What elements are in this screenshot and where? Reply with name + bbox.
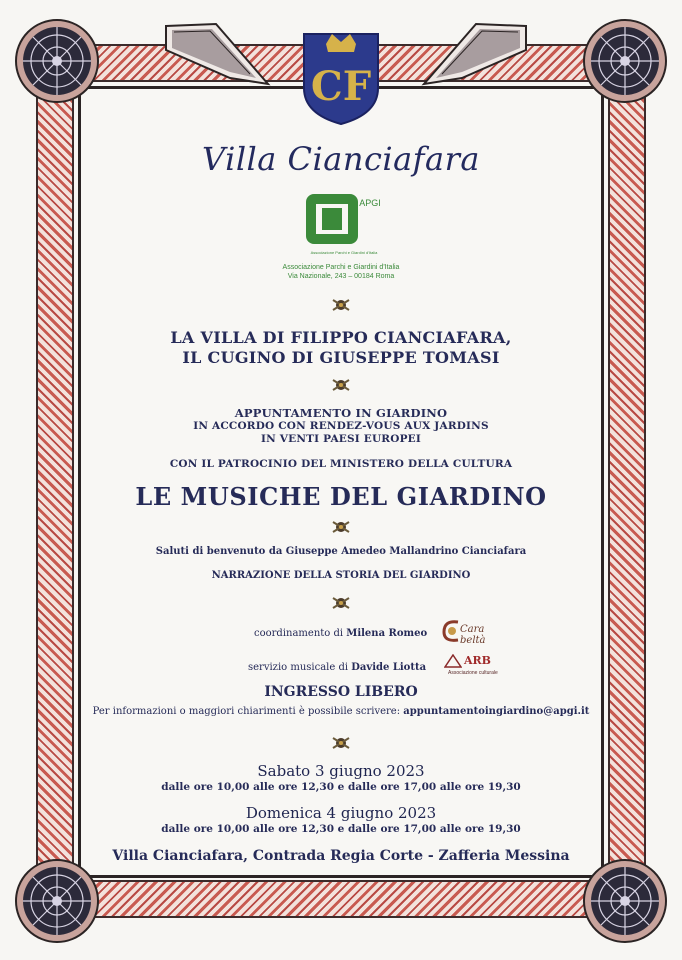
corner-medallion-icon [14, 18, 100, 104]
corner-medallion-icon [14, 858, 100, 944]
date-2-day: Domenica 4 giugno 2023 [245, 804, 437, 822]
date-2-hours: dalle ore 10,00 alle ore 12,30 e dalle ore 17,00 alle ore 19,30 [161, 823, 521, 835]
apgi-address: Via Nazionale, 243 – 00184 Roma [287, 273, 395, 280]
music-line [248, 662, 426, 673]
music-name: Davide Liotta [351, 662, 427, 673]
flower-ornament-icon [330, 592, 352, 614]
svg-text:APGI: APGI [359, 198, 381, 208]
coordination-prefix: coordinamento di [254, 628, 347, 639]
contact-email[interactable]: appuntamentoingiardino@apgi.it [403, 706, 590, 717]
svg-text:Associazione Parchi e Giardini: Associazione Parchi e Giardini d'Italia [310, 250, 378, 255]
date-1-hours: dalle ore 10,00 alle ore 12,30 e dalle ore 17,00 alle ore 19,30 [161, 781, 521, 793]
coordination-name: Milena Romeo [346, 628, 428, 639]
patronage: CON IL PATROCINIO DEL MINISTERO DELLA CULTURA [169, 458, 513, 470]
welcome-line: Saluti di benvenuto da Giuseppe Amedeo Mallandrino Cianciafara [155, 546, 527, 557]
main-title: LE MUSICHE DEL GIARDINO [135, 482, 547, 511]
cara-belta-emblem-icon [440, 618, 462, 644]
border-right [608, 80, 646, 880]
arb-logo [444, 652, 500, 680]
svg-text:CF: CF [310, 63, 372, 110]
coordination-line [254, 628, 427, 639]
corner-medallion-icon [582, 18, 668, 104]
date-1-day: Sabato 3 giugno 2023 [257, 762, 425, 780]
flower-ornament-icon [330, 732, 352, 754]
entry-free: INGRESSO LIBERO [264, 684, 418, 700]
location: Villa Cianciafara, Contrada Regia Corte - Zafferia Messina [112, 848, 570, 864]
flower-ornament-icon [330, 516, 352, 538]
headline-line-1: LA VILLA DI FILIPPO CIANCIAFARA, [170, 328, 512, 347]
pennant-ornament-icon [160, 22, 272, 102]
venue-title: Villa Cianciafara [202, 140, 480, 178]
border-left [36, 80, 74, 880]
cara-belta-label: Cara beltà [460, 624, 486, 646]
flower-ornament-icon [330, 294, 352, 316]
arb-triangle-icon [444, 654, 462, 668]
narration-line: NARRAZIONE DELLA STORIA DEL GIARDINO [211, 570, 471, 581]
music-prefix: servizio musicale di [248, 662, 352, 673]
event-line-1: APPUNTAMENTO IN GIARDINO [234, 406, 448, 420]
border-bottom [60, 880, 622, 918]
apgi-logo-icon [304, 190, 384, 260]
crest-shield-icon [300, 26, 382, 126]
contact-prefix: Per informazioni o maggiori chiarimenti è possibile scrivere: [92, 706, 404, 717]
corner-medallion-icon [582, 858, 668, 944]
headline-line-2: IL CUGINO DI GIUSEPPE TOMASI [182, 348, 500, 367]
apgi-name: Associazione Parchi e Giardini d'Italia [282, 264, 400, 271]
contact-line [0, 706, 682, 717]
pennant-ornament-icon [420, 22, 532, 102]
cara-belta-logo [440, 618, 502, 644]
event-line-2: IN ACCORDO CON RENDEZ-VOUS AUX JARDINS [193, 420, 489, 432]
arb-letters: ARB [464, 654, 491, 667]
arb-caption: Associazione culturale [448, 670, 498, 676]
event-line-3: IN VENTI PAESI EUROPEI [261, 433, 421, 445]
flower-ornament-icon [330, 374, 352, 396]
